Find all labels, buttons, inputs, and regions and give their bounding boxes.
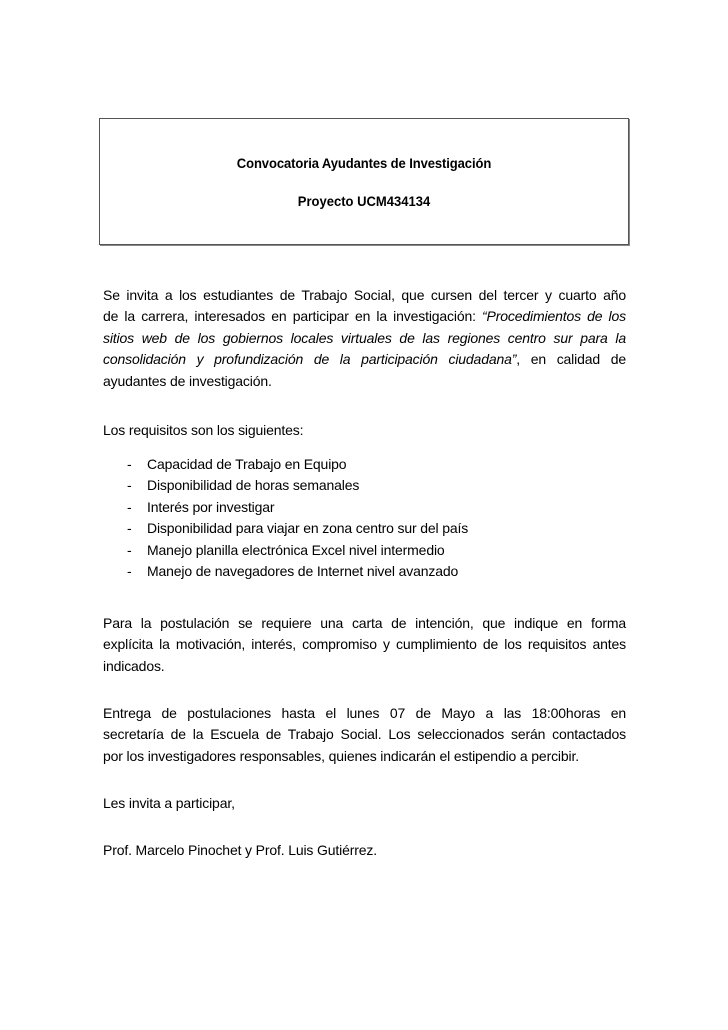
header-box: [99, 118, 629, 245]
document-title: Convocatoria Ayudantes de Investigación: [236, 155, 492, 171]
requirements-intro: Los requisitos son los siguientes:: [103, 422, 304, 438]
project-title-end: consolidación y profundización de la participación ciudadana”: [103, 351, 517, 368]
paragraph-line: por los investigadores responsables, quienes indicarán el estipendio a percibir.: [103, 747, 579, 764]
list-item: [103, 454, 626, 475]
paragraph-line: indicados.: [103, 657, 165, 674]
intro-line-text: de la carrera, interesados en participar en la investigación:: [103, 308, 483, 325]
project-code: Proyecto UCM434134: [297, 193, 431, 209]
project-title-middle: sitios web de los gobiernos locales virtuales de las regiones centro sur para la: [103, 329, 626, 346]
requirement-text: Interés por investigar: [147, 498, 275, 515]
intro-line: Se invita a los estudiantes de Trabajo Social, que cursen del tercer y cuarto año: [103, 287, 626, 303]
bullet-dash: -: [127, 563, 132, 580]
requirement-text: Manejo planilla electrónica Excel nivel intermedio: [147, 541, 445, 558]
requirement-text: Disponibilidad de horas semanales: [147, 477, 360, 494]
requirement-text: Capacidad de Trabajo en Equipo: [147, 456, 347, 472]
list-item: [103, 497, 626, 518]
paragraph-line: explícita la motivación, interés, compromiso y cumplimiento de los requisitos antes: [103, 636, 626, 653]
intro-paragraph: [103, 285, 626, 392]
project-title-start: “Procedimientos de los: [482, 308, 626, 325]
paragraph-line: Entrega de postulaciones hasta el lunes 07 de Mayo a las 18:00horas en: [103, 705, 626, 721]
bullet-dash: -: [127, 498, 132, 515]
signature: Prof. Marcelo Pinochet y Prof. Luis Gutiérrez.: [103, 842, 377, 858]
bullet-dash: -: [127, 456, 132, 472]
intro-line: [103, 306, 626, 327]
paragraph-line: Para la postulación se requiere una carta de intención, que indique en forma: [103, 615, 626, 631]
paragraph-line: secretaría de la Escuela de Trabajo Social. Los seleccionados serán contactados: [103, 726, 626, 743]
intro-line: [103, 328, 626, 349]
closing-line: Les invita a participar,: [103, 795, 235, 811]
list-item: [103, 518, 626, 539]
requirement-text: Manejo de navegadores de Internet nivel avanzado: [147, 563, 459, 580]
delivery-paragraph: [103, 703, 626, 767]
bullet-dash: -: [127, 477, 132, 494]
list-item: [103, 561, 626, 582]
intro-line-text: , en calidad de: [516, 351, 626, 368]
intro-line: [103, 349, 626, 370]
application-paragraph: [103, 613, 626, 677]
list-item: [103, 540, 626, 561]
list-item: [103, 475, 626, 496]
intro-line: ayudantes de investigación.: [103, 372, 272, 389]
bullet-dash: -: [127, 541, 132, 558]
requirement-text: Disponibilidad para viajar en zona centro sur del país: [147, 520, 469, 537]
bullet-dash: -: [127, 520, 132, 537]
requirements-list: [103, 454, 626, 582]
